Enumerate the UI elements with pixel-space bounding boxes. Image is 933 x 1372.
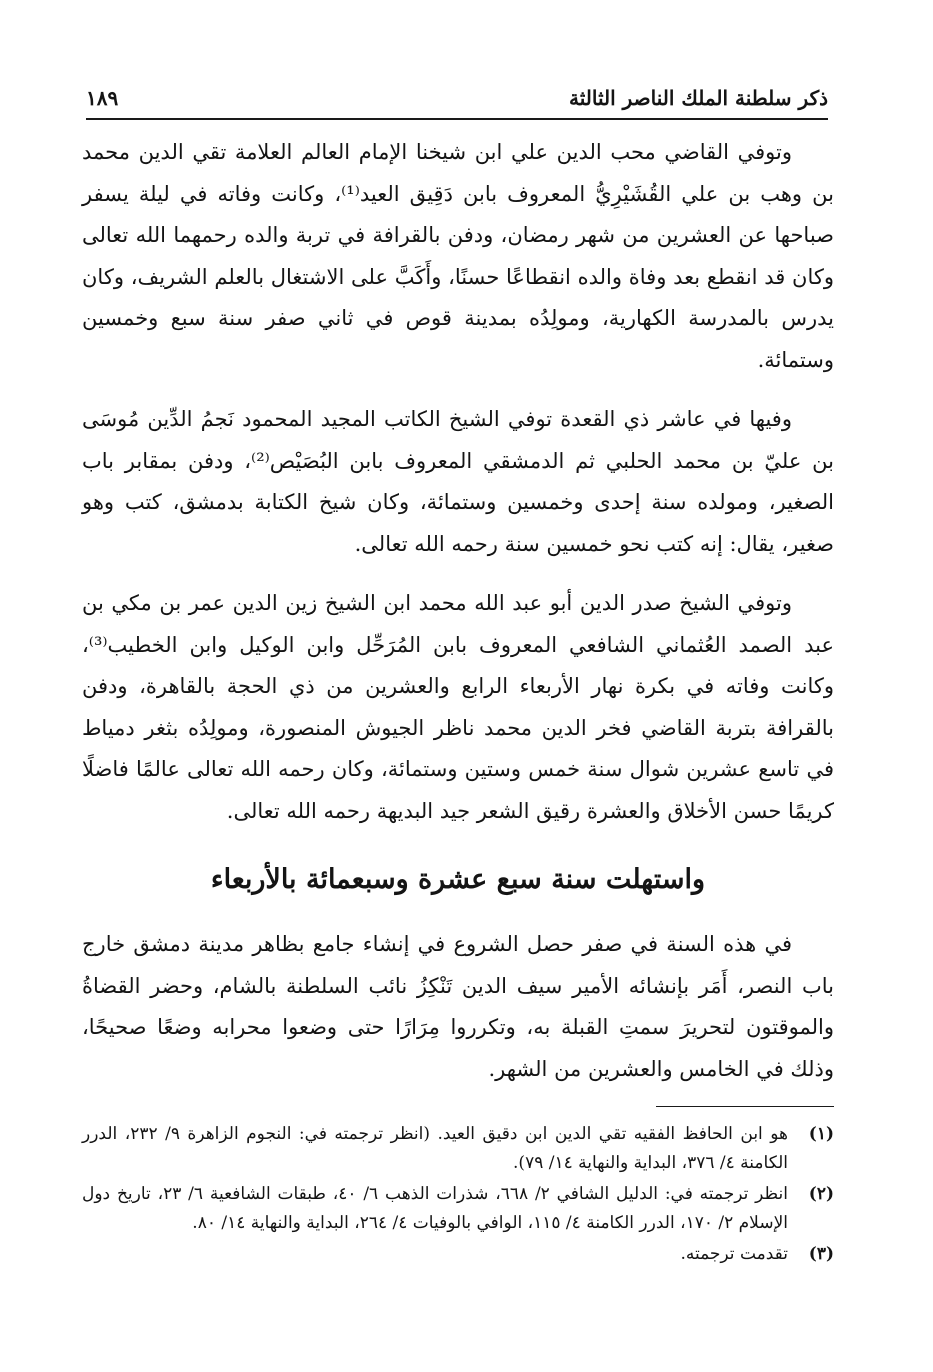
footnote-2	[82, 1180, 834, 1238]
section-heading-year-717: واستهلت سنة سبع عشرة وسبعمائة بالأربعاء	[210, 864, 706, 895]
paragraph-mosque-construction: في هذه السنة في صفر حصل الشروع في إنشاء جامع بظاهر مدينة دمشق خارج باب النصر، أَمَر بإنشائه الأمير سيف الدين تَنْكِزُ نائب السلطنة بالشام، وحضر القضاةُ والموقتون لتحريرَ سمتِ القبلة به، وتكرروا مِرَارًا حتى وضعوا محرابه وضعًا صحيحًا، وذلك في الخامس والعشرين من الشهر.	[82, 932, 834, 1081]
header-divider	[86, 118, 828, 120]
paragraph-death-ibn-al-murahhil: وتوفي الشيخ صدر الدين أبو عبد الله محمد ابن الشيخ زين الدين عمر بن مكي بن عبد الصمد العُثماني الشافعي المعروف بابن المُرَحِّل وابن الوكيل وابن الخطيب⁽³⁾، وكانت وفاته في بكرة نهار الأربعاء الرابع والعشرين من ذي الحجة بالقاهرة، ودفن بالقرافة بتربة القاضي فخر الدين محمد ناظر الجيوش المنصورة، ومولِدُه بثغر دمياط في تاسع عشرين شوال سنة خمس وستين وستمائة، وكان رحمه الله تعالى عالمًا فاضلًا كريمًا حسن الأخلاق والعشرة رقيق الشعر جيد البديهة رحمه الله تعالى.	[82, 591, 834, 823]
footnote-text: انظر ترجمته في: الدليل الشافي ٢/ ٦٦٨، شذرات الذهب ٦/ ٤٠، طبقات الشافعية ٦/ ٢٣، تاريخ دول الإسلام ٢/ ١٧٠، الدرر الكامنة ٤/ ١١٥، الوافي بالوفيات ٤/ ٢٦٤، البداية والنهاية ١٤/ ٨٠.	[82, 1184, 788, 1233]
main-text	[82, 132, 834, 1108]
footnote-number: (٢)	[808, 1184, 834, 1204]
chapter-title: ذكر سلطنة الملك الناصر الثالثة	[569, 86, 828, 110]
footnote-1	[82, 1120, 834, 1178]
footnote-divider	[656, 1106, 834, 1107]
footnote-number: (١)	[808, 1124, 834, 1144]
footnote-number: (٣)	[808, 1244, 834, 1264]
paragraph-death-ibn-daqiq-al-eid: وتوفي القاضي محب الدين علي ابن شيخنا الإمام العالم العلامة تقي الدين محمد بن وهب بن علي القُشَيْرِيُّ المعروف بابن دَقِيق العيد⁽¹⁾، وكانت وفاته في ليلة يسفر صباحها عن العشرين من شهر رمضان، ودفن بالقرافة في تربة والده رحمهما الله تعالى وكان قد انقطع بعد وفاة والده انقطاعًا حسنًا، وأَكَبَّ على الاشتغال بالعلم الشريف، وكان يدرس بالمدرسة الكهارية، ومولِدُه بمدينة قوص في ثاني صفر سنة سبع وخمسين وستمائة.	[82, 140, 834, 372]
footnotes	[82, 1120, 834, 1271]
footnote-text: تقدمت ترجمته.	[680, 1244, 788, 1264]
paragraph-death-ibn-al-busays: وفيها في عاشر ذي القعدة توفي الشيخ الكاتب المجيد المحمود نَجمُ الدِّين مُوسَى بن عليّ بن محمد الحلبي ثم الدمشقي المعروف بابن البُصَيْص⁽²⁾، ودفن بمقابر باب الصغير، ومولده سنة إحدى وخمسين وستمائة، وكان شيخ الكتابة بدمشق، كتب وهو صغير، يقال: إنه كتب نحو خمسين سنة رحمه الله تعالى.	[82, 407, 834, 556]
page-number: ١٨٩	[86, 86, 119, 110]
footnote-3	[82, 1240, 834, 1269]
footnote-text: هو ابن الحافظ الفقيه تقي الدين ابن دقيق العيد. (انظر ترجمته في: النجوم الزاهرة ٩/ ٢٣٢، الدرر الكامنة ٤/ ٣٧٦، البداية والنهاية ١٤/ ٧٩).	[82, 1124, 788, 1173]
running-header	[86, 82, 828, 122]
